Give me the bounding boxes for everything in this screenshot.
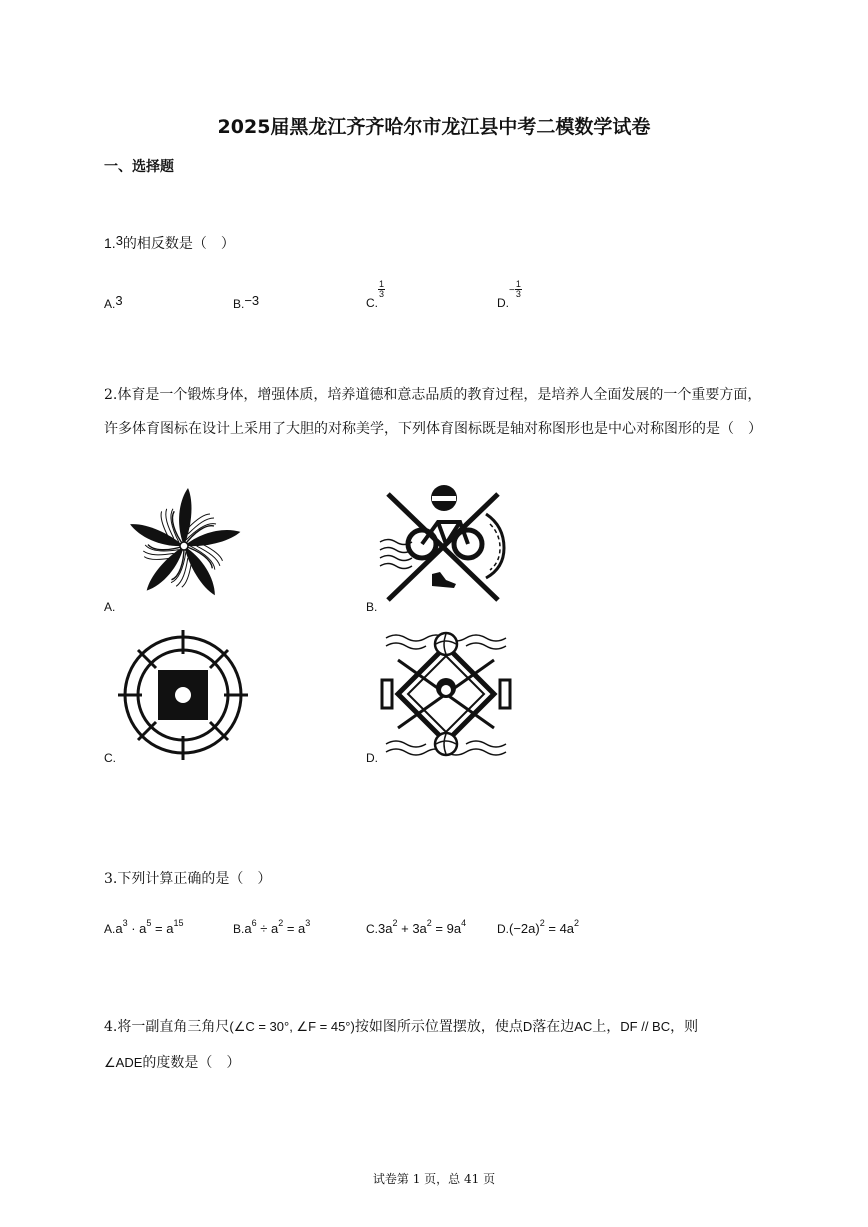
expression: $3a^2 + 3a^2 = 9a^4$ [378, 918, 467, 936]
option-label: D. [497, 296, 509, 310]
option-d[interactable]: $D.(-2a)^2 = 4a^2$ [497, 918, 580, 936]
triathlon-icon [378, 484, 512, 610]
option-label: B. [233, 297, 245, 311]
option-value: 3 [115, 293, 123, 308]
section-heading: 一、选择题 [104, 159, 174, 175]
option-c[interactable] [366, 280, 385, 310]
option-b[interactable] [233, 293, 259, 312]
question-3-text: 3.下列计算正确的是（ ） [104, 871, 272, 887]
question-text: 的相反数是（ ） [122, 236, 235, 252]
option-d[interactable] [497, 280, 522, 310]
option-label: C. [366, 296, 378, 310]
option-a[interactable]: $A.a^3 \cdot a^5 = a^{15}$ [104, 918, 184, 936]
option-c[interactable]: C. [104, 751, 116, 765]
page-title: 2025届黑龙江齐齐哈尔市龙江县中考二模数学试卷 [217, 116, 651, 138]
question-4-text: 4.将一副直角三角尺(∠C = 30°, ∠F = 45°)按如图所示位置摆放，使点D落在边AC上，DF // BC，则 [104, 1019, 699, 1035]
option-value: −3 [244, 293, 260, 308]
pinwheel-sport-icon [118, 484, 250, 608]
option-label: A. [104, 297, 116, 311]
option-a[interactable] [104, 293, 123, 312]
question-4-text-line2: ∠ADE的度数是（ ） [104, 1055, 241, 1071]
fraction: $\frac{1}{3}$ [515, 279, 521, 299]
question-1 [104, 230, 235, 255]
question-number: 1. [104, 235, 116, 251]
expression: $a^3 \cdot a^5 = a^{15}$ [115, 918, 184, 936]
question-value: 3 [115, 233, 123, 248]
page-footer: 试卷第 1 页，总 41 页 [372, 1172, 496, 1186]
target-sport-icon [118, 630, 248, 760]
question-2-text: 2.体育是一个锻炼身体，增强体质，培养道德和意志品质的教育过程，是培养人全面发展的一个重要方面，许多体育图标在设计上采用了大胆的对称美学，下列体育图标既是轴对称图形也是中心对称图形的是（ ） [104, 387, 762, 437]
fraction: $\frac{1}{3}$ [379, 279, 385, 299]
option-b[interactable]: $B.a^6 \div a^2 = a^3$ [233, 918, 311, 936]
option-d[interactable]: D. [366, 751, 378, 765]
minus-sign: − [509, 285, 515, 296]
option-a[interactable]: A. [104, 600, 116, 614]
expression: $(-2a)^2 = 4a^2$ [509, 918, 580, 936]
option-c[interactable]: $C.3a^2 + 3a^2 = 9a^4$ [366, 918, 467, 936]
expression: $a^6 \div a^2 = a^3$ [244, 918, 311, 936]
option-b[interactable]: B. [366, 600, 378, 614]
volleyball-court-icon [380, 630, 512, 760]
